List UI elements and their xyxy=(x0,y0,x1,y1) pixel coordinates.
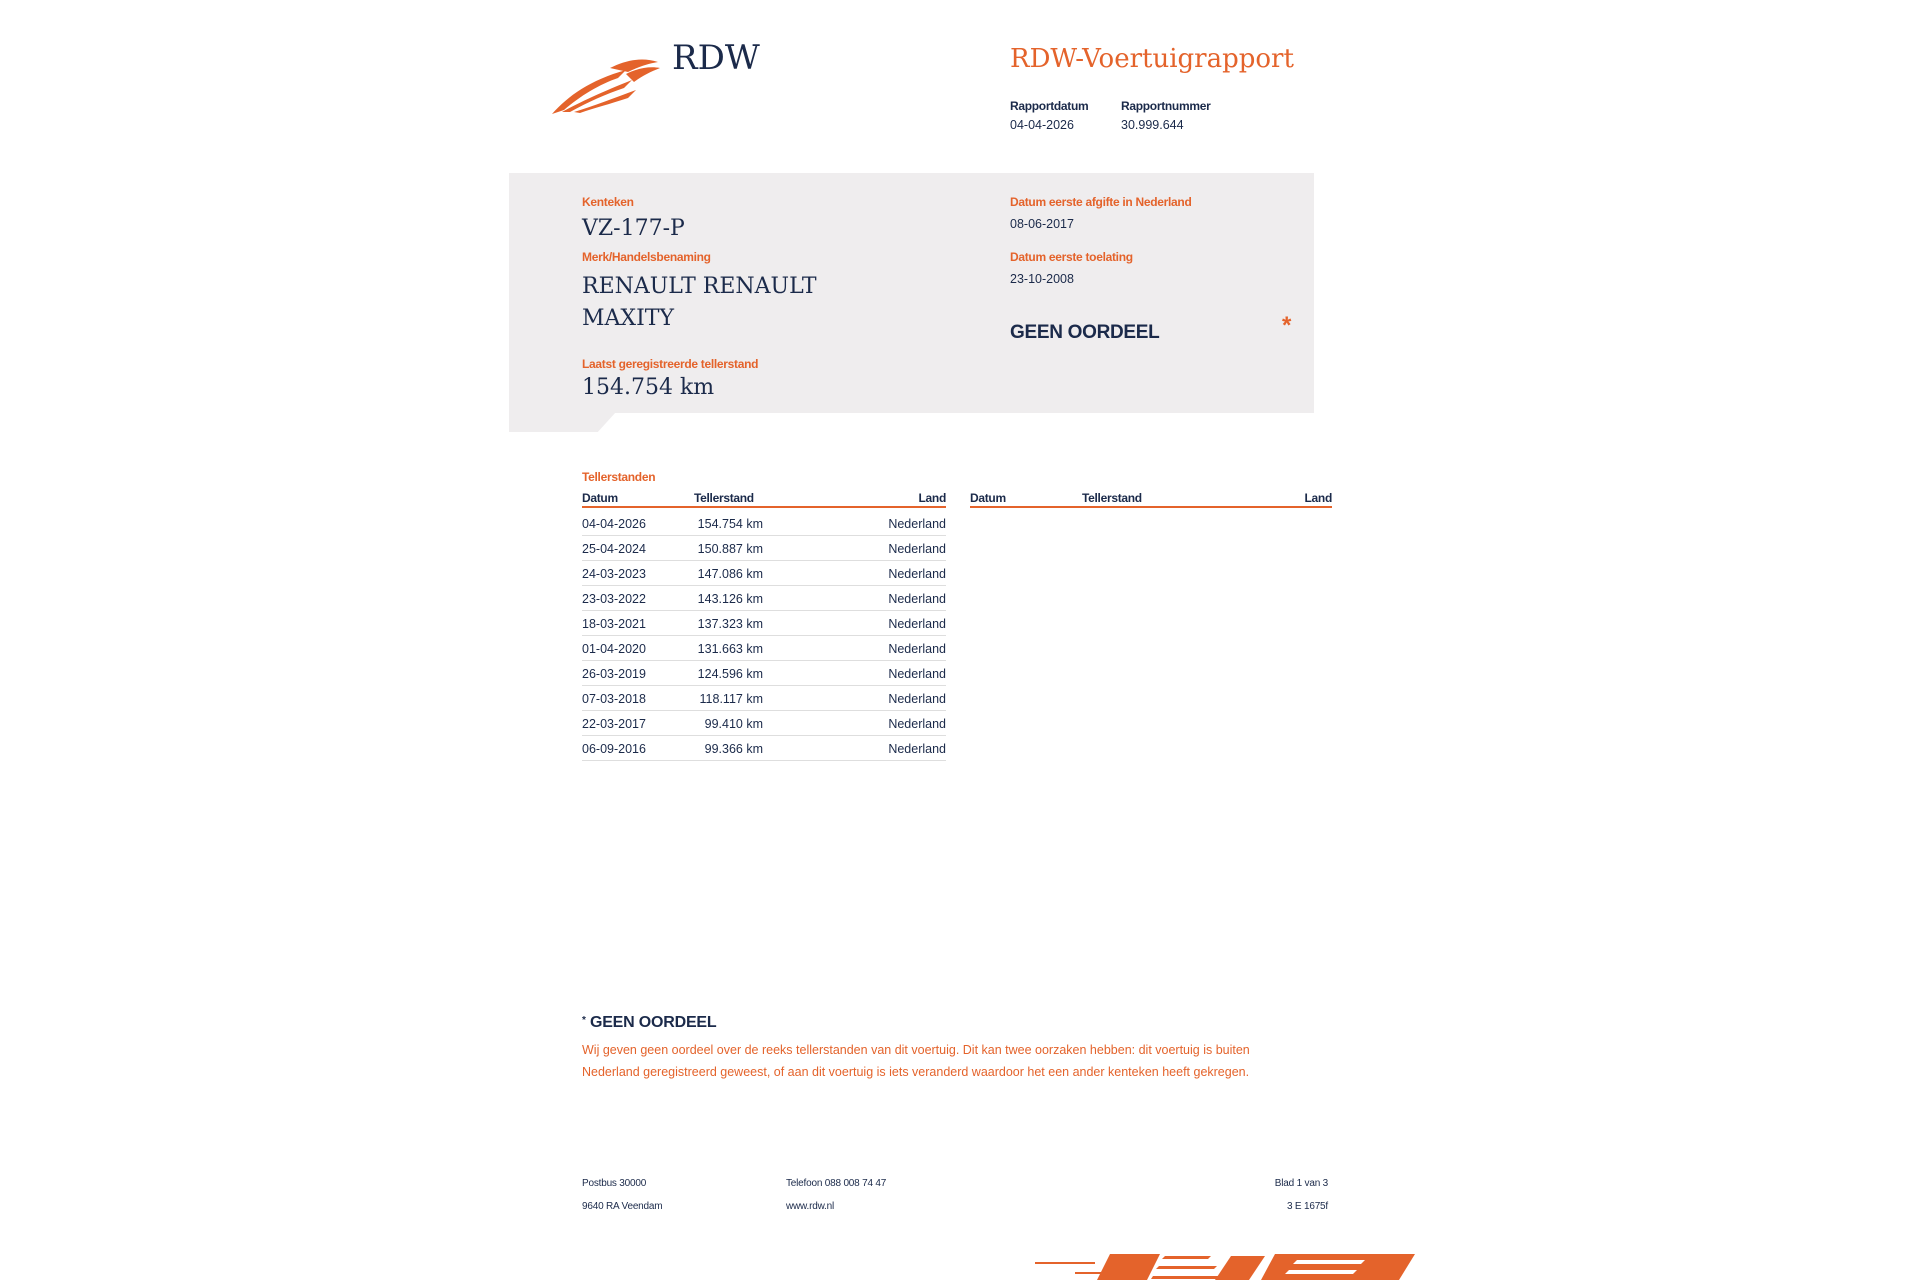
row-country: Nederland xyxy=(888,617,946,631)
logo-text: RDW xyxy=(672,38,760,78)
summary-panel-tab xyxy=(509,412,616,432)
col-header-country-2: Land xyxy=(1304,491,1332,505)
rdw-logo-icon xyxy=(550,58,660,121)
footer-address-line2: 9640 RA Veendam xyxy=(582,1201,663,1212)
footnote-marker: * xyxy=(582,1015,586,1026)
footer-website[interactable]: www.rdw.nl xyxy=(786,1201,835,1212)
row-country: Nederland xyxy=(888,567,946,581)
col-header-country: Land xyxy=(918,491,946,505)
row-reading: 154.754 km xyxy=(697,517,763,531)
make-label: Merk/Handelsbenaming xyxy=(582,250,711,264)
table-row xyxy=(582,711,946,736)
row-date: 04-04-2026 xyxy=(582,517,646,531)
readings-title: Tellerstanden xyxy=(582,470,656,484)
table-row xyxy=(582,536,946,561)
row-reading: 118.117 km xyxy=(699,692,763,706)
row-date: 23-03-2022 xyxy=(582,592,646,606)
plate-label: Kenteken xyxy=(582,195,634,209)
row-reading: 143.126 km xyxy=(697,592,763,606)
footer-address-line1: Postbus 30000 xyxy=(582,1178,647,1189)
row-reading: 137.323 km xyxy=(697,617,763,631)
col-header-reading-2: Tellerstand xyxy=(1082,491,1142,505)
col-header-reading: Tellerstand xyxy=(694,491,754,505)
odometer-value: 154.754 km xyxy=(582,375,715,400)
col-header-date: Datum xyxy=(582,491,618,505)
footnote-text: Wij geven geen oordeel over de reeks tellerstanden van dit voertuig. Dit kan twee oorzaken hebben: dit voertuig is buiten Nederland geregistreerd geweest, of aan dit voertuig is iets veranderd waardoor het een ander kenteken heeft gekregen. xyxy=(582,1043,1250,1079)
row-country: Nederland xyxy=(888,642,946,656)
make-value: RENAULT RENAULT MAXITY xyxy=(582,274,817,331)
odometer-label: Laatst geregistreerde tellerstand xyxy=(582,357,759,371)
row-country: Nederland xyxy=(888,592,946,606)
row-reading: 131.663 km xyxy=(697,642,763,656)
row-country: Nederland xyxy=(888,717,946,731)
report-date-value: 04-04-2026 xyxy=(1010,118,1074,132)
first-issue-nl-label: Datum eerste afgifte in Nederland xyxy=(1010,195,1192,209)
row-date: 22-03-2017 xyxy=(582,717,646,731)
table-row xyxy=(582,586,946,611)
first-admission-label: Datum eerste toelating xyxy=(1010,250,1133,264)
report-number-value: 30.999.644 xyxy=(1121,118,1184,132)
table-row xyxy=(582,736,946,761)
row-reading: 150.887 km xyxy=(697,542,763,556)
footer-phone: Telefoon 088 008 74 47 xyxy=(786,1178,887,1189)
col-header-date-2: Datum xyxy=(970,491,1006,505)
plate-value: VZ-177-P xyxy=(582,216,685,241)
row-country: Nederland xyxy=(888,667,946,681)
table-row xyxy=(582,636,946,661)
verdict-asterisk: * xyxy=(1282,312,1292,339)
verdict-badge: GEEN OORDEEL xyxy=(1010,322,1160,343)
header-rule xyxy=(582,506,946,508)
row-date: 07-03-2018 xyxy=(582,692,646,706)
footer-page-number: Blad 1 van 3 xyxy=(1274,1178,1328,1189)
row-country: Nederland xyxy=(888,742,946,756)
report-date-label: Rapportdatum xyxy=(1010,99,1089,113)
table-row xyxy=(582,661,946,686)
row-reading: 99.366 km xyxy=(704,742,763,756)
first-admission-value: 23-10-2008 xyxy=(1010,272,1074,286)
footnote-title xyxy=(582,1014,716,1032)
row-date: 01-04-2020 xyxy=(582,642,646,656)
row-reading: 99.410 km xyxy=(704,717,763,731)
table-row xyxy=(582,561,946,586)
footer-doc-code: 3 E 1675f xyxy=(1286,1201,1328,1212)
row-reading: 147.086 km xyxy=(697,567,763,581)
row-country: Nederland xyxy=(888,517,946,531)
footnote-title-text: GEEN OORDEEL xyxy=(589,1014,717,1031)
first-issue-nl-value: 08-06-2017 xyxy=(1010,217,1074,231)
row-date: 18-03-2021 xyxy=(582,617,646,631)
row-country: Nederland xyxy=(888,542,946,556)
row-date: 06-09-2016 xyxy=(582,742,646,756)
table-row xyxy=(582,511,946,536)
row-country: Nederland xyxy=(888,692,946,706)
row-date: 26-03-2019 xyxy=(582,667,646,681)
row-reading: 124.596 km xyxy=(697,667,763,681)
row-date: 25-04-2024 xyxy=(582,542,646,556)
report-number-label: Rapportnummer xyxy=(1121,99,1211,113)
table-row xyxy=(582,686,946,711)
header-rule-2 xyxy=(970,506,1332,508)
readings-table xyxy=(582,511,946,761)
report-title: RDW-Voertuigrapport xyxy=(1010,44,1294,74)
table-row xyxy=(582,611,946,636)
row-date: 24-03-2023 xyxy=(582,567,646,581)
